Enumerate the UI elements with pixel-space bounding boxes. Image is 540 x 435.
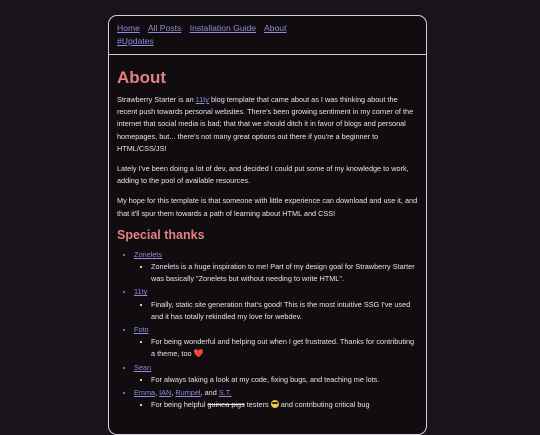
sunglasses-emoji-icon — [271, 400, 279, 408]
separator: , — [155, 388, 160, 398]
intro-text-start: Strawberry Starter is an — [117, 95, 196, 104]
strikethrough-text: guinea pigs — [207, 400, 245, 410]
link-st[interactable]: S.T. — [218, 388, 232, 398]
separator: , — [171, 388, 176, 398]
link-11ty-thanks[interactable]: 11ty — [134, 287, 148, 297]
link-zonelets[interactable]: Zonelets — [134, 249, 162, 259]
list-item — [134, 387, 418, 411]
heart-icon: ❤️ — [193, 349, 204, 359]
main-content — [109, 68, 426, 411]
link-11ty[interactable]: 11ty — [195, 95, 209, 104]
link-ian[interactable]: IAN — [159, 388, 172, 398]
paragraph-hope: My hope for this template is that someone with little experience can download and use it, and that it'll spur them towards a path of learning about HTML and CSS! — [117, 196, 418, 218]
separator: , and — [200, 388, 219, 398]
nav-link-all-posts[interactable]: All Posts — [147, 23, 182, 33]
nav-link-home[interactable]: Home — [117, 23, 140, 33]
thanks-foto-text: For being wonderful and helping out when I get frustrated. Thanks for contributing a theme, too — [151, 337, 415, 359]
list-item — [134, 286, 418, 323]
top-nav — [109, 16, 426, 55]
paragraph-dev: Lately I've been doing a lot of dev, and decided I could put some of my knowledge to work, adding to the pool of available resources. — [117, 164, 409, 186]
thanks-text — [151, 399, 418, 411]
thanks-text: ▪ Zonelets is a huge inspiration to me! Part of my design goal for Strawberry Starter was basically "Zonelets but without needing to write HTML". — [151, 261, 418, 285]
list-item — [134, 249, 418, 286]
link-foto[interactable]: Foto — [134, 325, 149, 335]
nav-link-about[interactable]: About — [264, 23, 287, 33]
thanks-text-start: For being helpful — [151, 400, 208, 410]
thanks-list — [117, 249, 418, 412]
list-item — [134, 324, 418, 361]
thanks-text-mid: testers — [244, 400, 269, 410]
list-item — [134, 362, 418, 386]
thanks-text: ▪ For always taking a look at my code, fixing bugs, and teaching me lots. — [151, 374, 418, 386]
thanks-text: ▪ Finally, static site generation that's good! This is the most intuitive SSG I've used and it has totally rekindled my love for webdev. — [151, 299, 418, 323]
intro-text-end: blog template that came about as I was thinking about the recent push towards personal websites. There's been growing sentiment in my corner of the internet that social media is bad; that that we should ditch it in favor of blogs and personal homepages, but... there's not many great options out there if you're a beginner to HTML/CSS/JS! — [117, 95, 414, 153]
thanks-text — [151, 336, 418, 360]
nav-link-installation-guide[interactable]: Installation Guide — [189, 23, 257, 33]
page-title: About — [117, 68, 167, 87]
intro-paragraph — [117, 94, 418, 155]
link-rumpel[interactable]: Rumpel — [175, 388, 201, 398]
nav-link-updates[interactable]: #Updates — [117, 36, 154, 46]
special-thanks-heading: Special thanks — [117, 227, 205, 242]
thanks-text-end: and contributing critical bug — [278, 400, 370, 410]
page-frame — [108, 15, 427, 435]
link-emma[interactable]: Emma — [134, 388, 156, 398]
link-sean[interactable]: Sean — [134, 362, 152, 372]
